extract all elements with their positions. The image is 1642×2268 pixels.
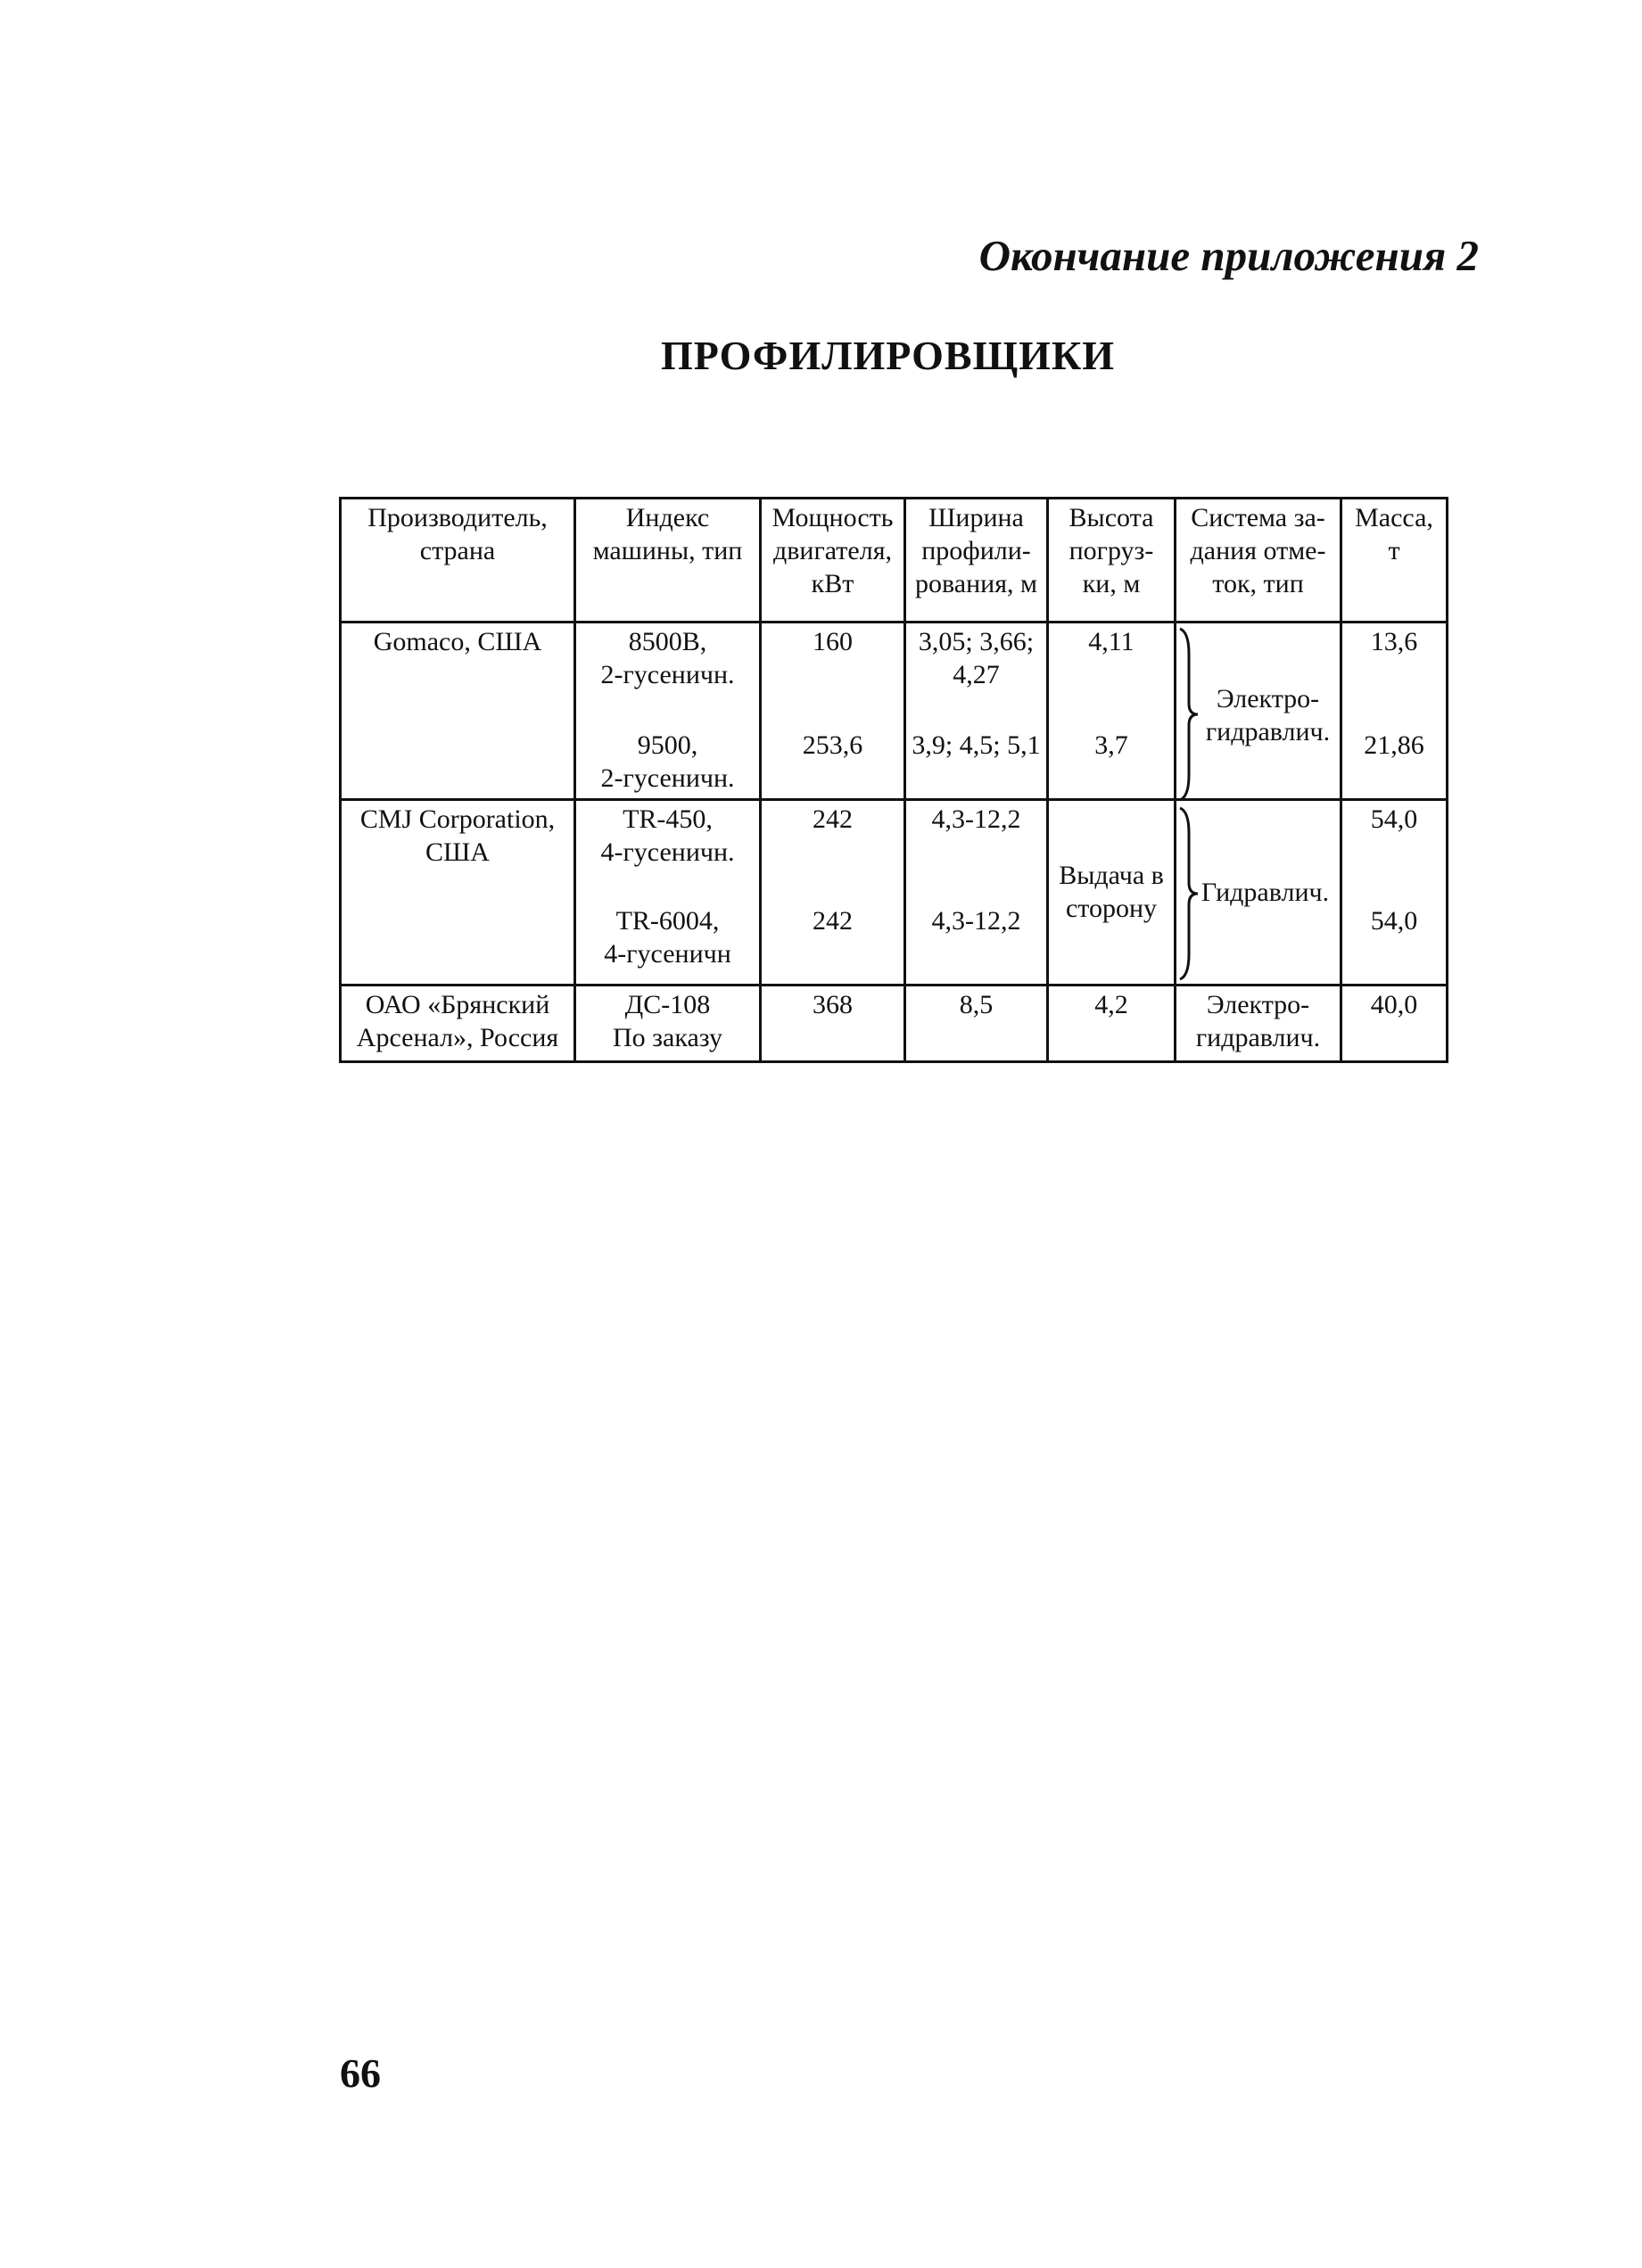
model-type: 4-гусеничн xyxy=(604,939,731,969)
width-cell xyxy=(905,986,1048,1062)
model-index: TR-450, xyxy=(623,804,713,834)
column-header-height: Высота погруз-ки, м xyxy=(1048,499,1176,623)
power-value: 253,6 xyxy=(802,730,863,760)
table-header-row xyxy=(341,499,1448,623)
model-type: 2-гусеничн. xyxy=(600,660,735,689)
column-header-power: Мощность двигателя, кВт xyxy=(761,499,905,623)
column-header-system: Система за-дания отме-ток, тип xyxy=(1176,499,1341,623)
power-value: 368 xyxy=(813,990,853,1019)
power-cell xyxy=(761,623,905,800)
power-value: 242 xyxy=(813,804,853,834)
manufacturer-cell xyxy=(341,800,575,986)
model-cell xyxy=(575,986,761,1062)
column-header-width: Ширина профили-рования, м xyxy=(905,499,1048,623)
mass-value: 21,86 xyxy=(1364,730,1424,760)
model-type: 4-гусеничн. xyxy=(600,837,735,867)
model-index: 8500B, xyxy=(628,627,707,656)
width-cell xyxy=(905,800,1048,986)
mass-value: 40,0 xyxy=(1370,990,1418,1019)
model-type: 2-гусеничн. xyxy=(600,763,735,793)
width-value: 3,9; 4,5; 5,1 xyxy=(912,730,1041,760)
height-cell xyxy=(1048,623,1176,800)
system-cell xyxy=(1176,986,1341,1062)
model-type: По заказу xyxy=(613,1023,722,1052)
height-cell xyxy=(1048,800,1176,986)
power-value: 242 xyxy=(813,906,853,936)
manufacturer-name: ОАО «Брянский Арсенал», Россия xyxy=(356,990,559,1052)
table-row xyxy=(341,623,1448,800)
system-type: Электро-гидравлич. xyxy=(1205,684,1331,746)
system-type: Гидравлич. xyxy=(1201,878,1330,907)
height-cell xyxy=(1048,986,1176,1062)
model-index: ДС-108 xyxy=(624,990,711,1019)
height-value: 4,2 xyxy=(1094,990,1128,1019)
mass-cell xyxy=(1341,623,1448,800)
model-cell xyxy=(575,623,761,800)
mass-cell xyxy=(1341,800,1448,986)
power-cell xyxy=(761,986,905,1062)
column-header-model: Индекс машины, тип xyxy=(575,499,761,623)
mass-value: 54,0 xyxy=(1370,804,1418,834)
page-number: 66 xyxy=(340,2050,381,2096)
curly-brace-icon xyxy=(1176,627,1203,802)
manufacturer-cell xyxy=(341,623,575,800)
mass-cell xyxy=(1341,986,1448,1062)
height-shared-value: Выдача в сторону xyxy=(1059,860,1164,923)
model-cell xyxy=(575,800,761,986)
table-row xyxy=(341,986,1448,1062)
system-type: Электро-гидравлич. xyxy=(1195,990,1321,1052)
power-value: 160 xyxy=(813,627,853,656)
mass-value: 54,0 xyxy=(1370,906,1418,936)
appendix-note: Окончание приложения 2 xyxy=(978,231,1479,280)
system-cell xyxy=(1176,623,1341,800)
table-row xyxy=(341,800,1448,986)
manufacturer-name: CMJ Corporation, США xyxy=(359,804,556,867)
width-value: 8,5 xyxy=(959,990,994,1019)
curly-brace-icon xyxy=(1176,806,1203,981)
model-index: TR-6004, xyxy=(615,906,720,936)
height-value: 3,7 xyxy=(1094,730,1128,760)
power-cell xyxy=(761,800,905,986)
mass-value: 13,6 xyxy=(1370,627,1418,656)
width-value: 3,05; 3,66; 4,27 xyxy=(918,627,1035,689)
manufacturer-cell xyxy=(341,986,575,1062)
model-index: 9500, xyxy=(637,730,698,760)
profiler-spec-table xyxy=(339,497,1448,1063)
width-value: 4,3-12,2 xyxy=(931,906,1021,936)
height-value: 4,11 xyxy=(1088,627,1135,656)
page-title: ПРОФИЛИРОВЩИКИ xyxy=(660,333,1116,378)
width-cell xyxy=(905,623,1048,800)
width-value: 4,3-12,2 xyxy=(931,804,1021,834)
system-cell xyxy=(1176,800,1341,986)
manufacturer-name: Gomaco, США xyxy=(373,627,542,656)
column-header-manufacturer: Производитель, страна xyxy=(341,499,575,623)
column-header-mass: Масса, т xyxy=(1341,499,1448,623)
